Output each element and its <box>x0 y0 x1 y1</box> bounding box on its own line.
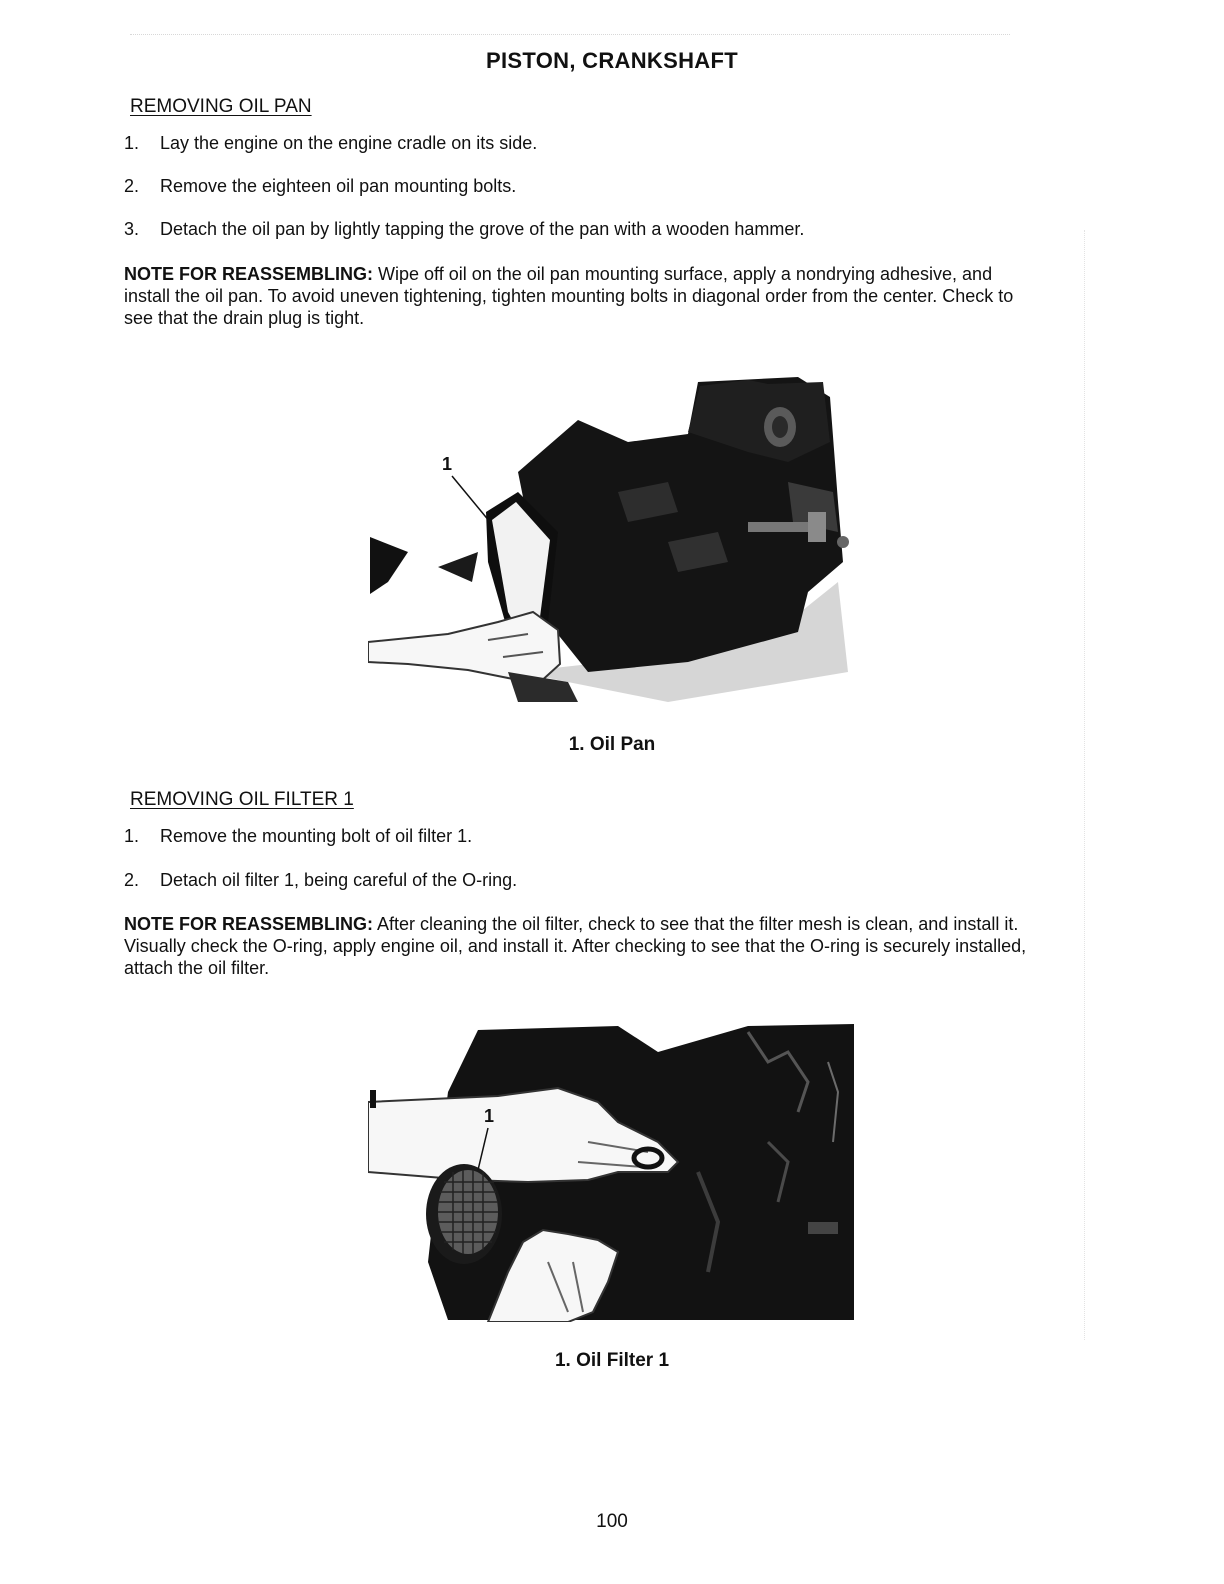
page-number: 100 <box>596 1511 628 1532</box>
step-number: 1. <box>124 133 140 153</box>
section-heading-oil-filter: REMOVING OIL FILTER 1 <box>130 789 354 810</box>
step-item <box>124 133 537 154</box>
step-text: Detach oil filter 1, being careful of the O-ring. <box>160 870 518 890</box>
step-text: Lay the engine on the engine cradle on its side. <box>160 133 538 153</box>
oil-pan-callout: 1 <box>442 454 453 474</box>
note-text: Wipe off oil on the oil pan mounting surface, apply a nondrying adhesive, and install the oil pan. To avoid uneven tightening, tighten mounting bolts in diagonal order from the center. Check to see that the drain plug is tight. <box>124 264 1014 328</box>
scan-margin-line <box>1084 230 1085 1340</box>
note-label: NOTE FOR REASSEMBLING: <box>124 264 374 284</box>
note-label: NOTE FOR REASSEMBLING: <box>124 914 374 934</box>
oil-filter-caption: 1. Oil Filter 1 <box>554 1350 670 1371</box>
page-title: PISTON, CRANKSHAFT <box>486 48 738 73</box>
step-text: Detach the oil pan by lightly tapping the grove of the pan with a wooden hammer. <box>160 219 805 239</box>
step-text: Remove the mounting bolt of oil filter 1. <box>160 826 473 846</box>
step-number: 3. <box>124 219 140 239</box>
step-item <box>124 176 516 197</box>
step-item <box>124 219 804 240</box>
step-number: 2. <box>124 176 140 196</box>
section-heading-oil-pan: REMOVING OIL PAN <box>130 96 312 117</box>
step-item <box>124 870 517 891</box>
step-number: 2. <box>124 870 140 890</box>
oil-pan-caption: 1. Oil Pan <box>568 734 656 755</box>
step-text: Remove the eighteen oil pan mounting bolts. <box>160 176 517 196</box>
oil-filter-callout: 1 <box>484 1106 495 1126</box>
note-text: After cleaning the oil filter, check to see that the filter mesh is clean, and install it. Visually check the O-ring, apply engine oil, and install it. After checking to see that the O-ring is securely installed, attach the oil filter. <box>124 914 1027 978</box>
step-number: 1. <box>124 826 140 846</box>
oil-filter-photo <box>368 1022 856 1322</box>
reassembly-note <box>124 913 1034 979</box>
reassembly-note <box>124 263 1034 329</box>
step-item <box>124 826 472 847</box>
scan-artifact-line <box>130 34 1010 35</box>
oil-pan-photo <box>368 372 860 708</box>
